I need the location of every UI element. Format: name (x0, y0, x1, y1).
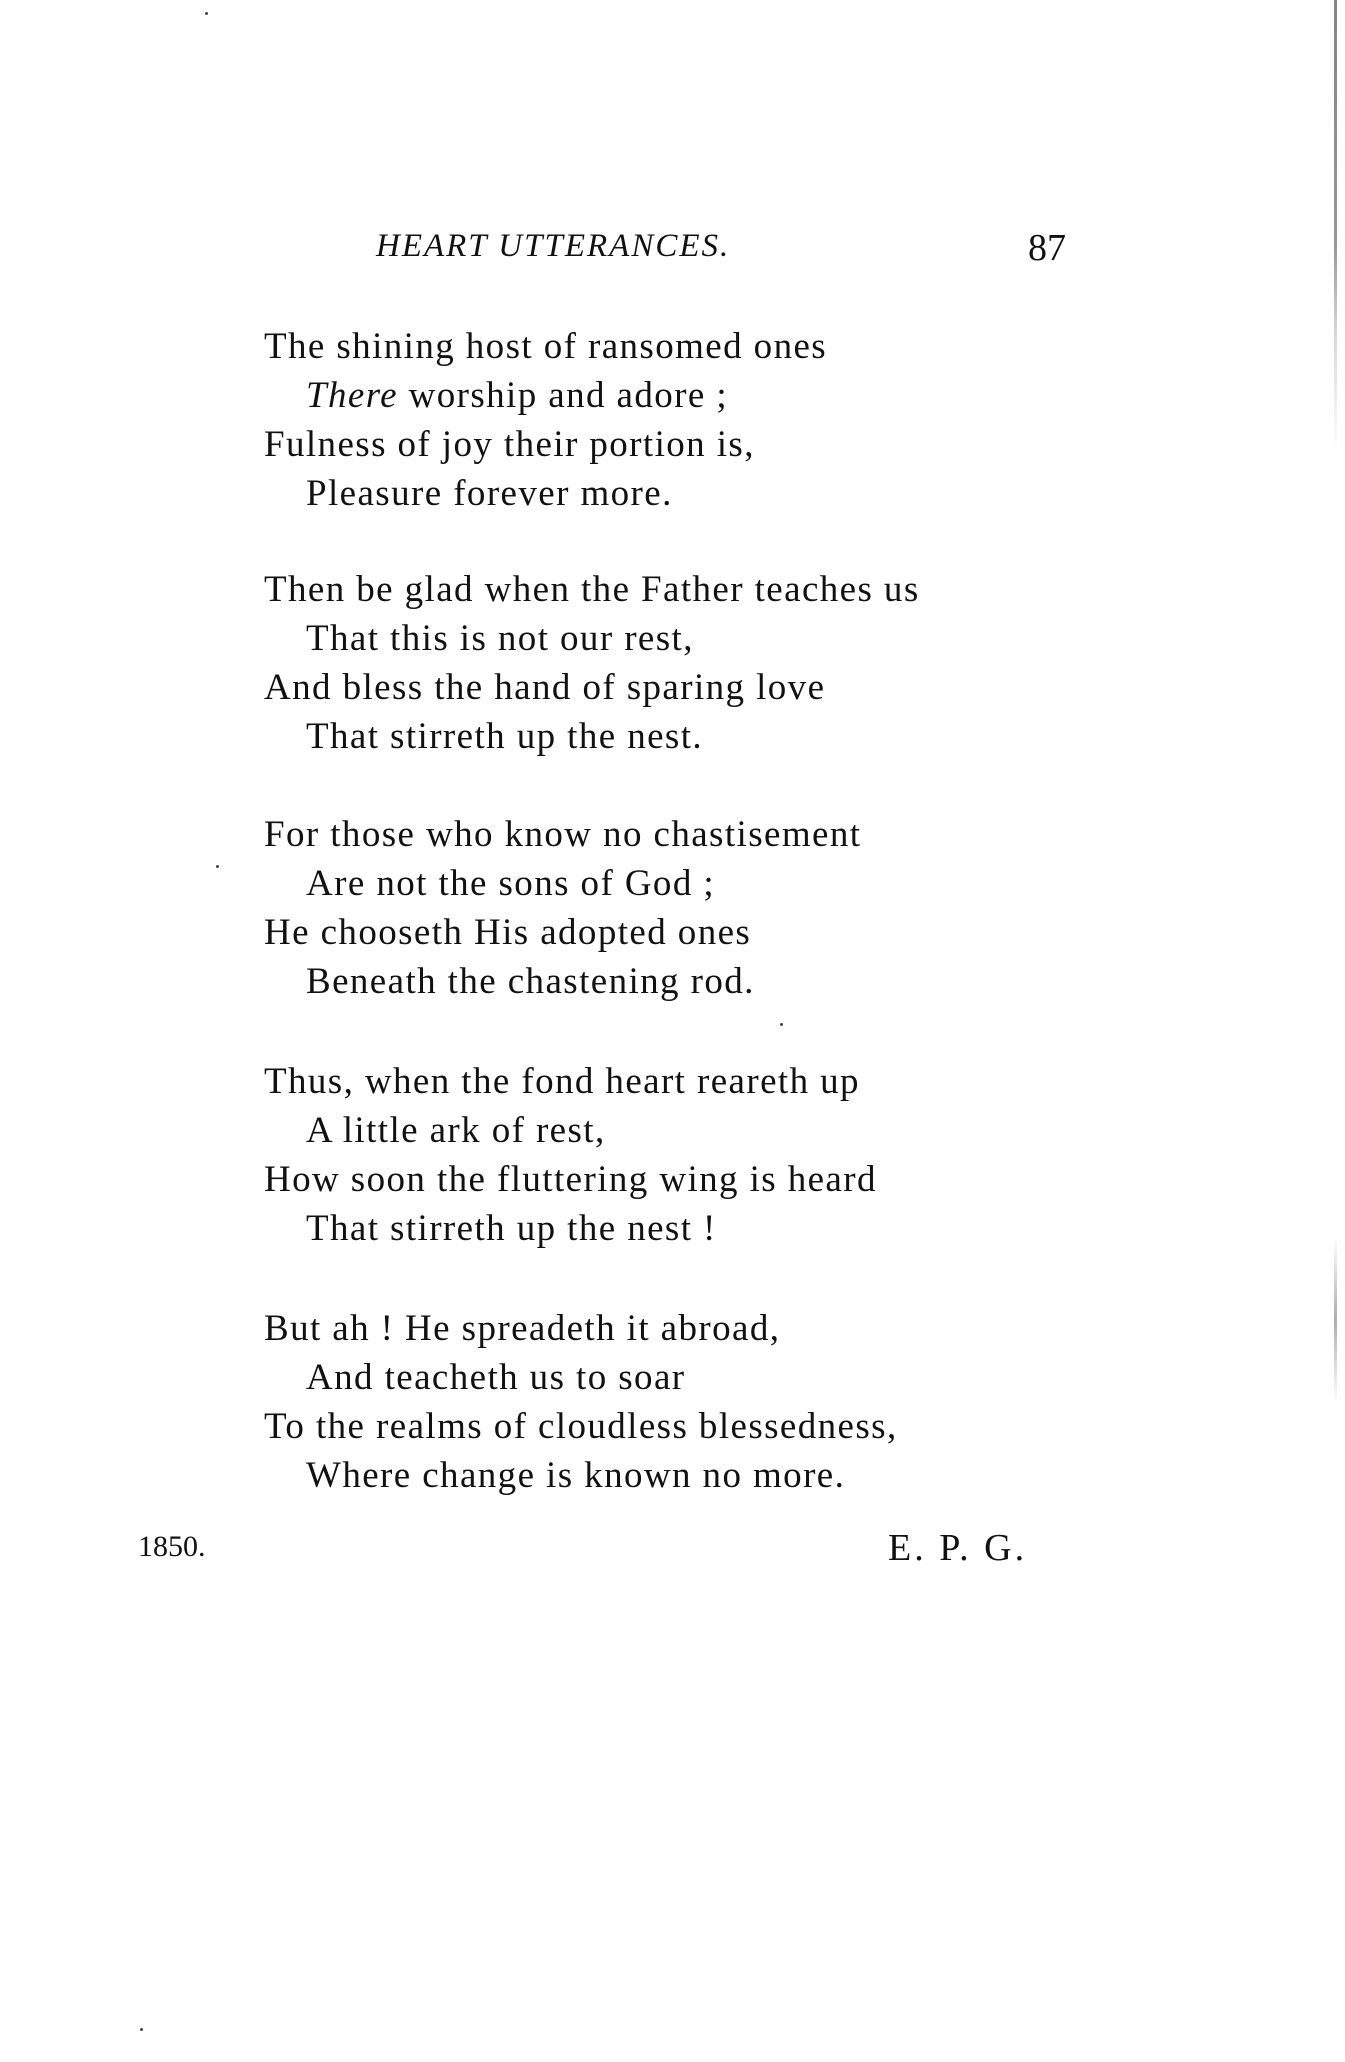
page-number: 87 (1028, 227, 1066, 269)
stanza-5 (264, 1304, 898, 1500)
italic-word: There (306, 375, 398, 416)
poem-line: That stirreth up the nest. (306, 716, 704, 757)
poem-line: Thus, when the fond heart reareth up (264, 1061, 860, 1102)
author-initials: E. P. G. (888, 1527, 1028, 1569)
running-title: HEART UTTERANCES. (376, 228, 731, 264)
poem-line: Where change is known no more. (306, 1455, 846, 1496)
poem-line: And teacheth us to soar (306, 1357, 686, 1398)
poem-line: Then be glad when the Father teaches us (264, 569, 920, 610)
poem-line: But ah ! He spreadeth it abroad, (264, 1308, 781, 1349)
poem-line: And bless the hand of sparing love (264, 667, 826, 708)
stanza-3 (264, 810, 861, 1006)
poem-line: A little ark of rest, (306, 1110, 606, 1151)
scan-speck (780, 1023, 783, 1026)
poem-line: For those who know no chastisement (264, 814, 862, 855)
poem-line: That this is not our rest, (306, 618, 694, 659)
poem-line: The shining host of ransomed ones (264, 326, 828, 367)
poem-line: Fulness of joy their portion is, (264, 424, 755, 465)
poem-line: To the realms of cloudless blessedness, (264, 1406, 898, 1447)
poem-line (264, 371, 827, 420)
date: 1850. (138, 1530, 206, 1563)
poem-line: That stirreth up the nest ! (306, 1208, 717, 1249)
poem-line: Beneath the chastening rod. (306, 961, 755, 1002)
poem-line: How soon the fluttering wing is heard (264, 1159, 877, 1200)
stanza-4 (264, 1057, 877, 1253)
poem-line: Pleasure forever more. (306, 473, 673, 514)
scan-speck (216, 865, 219, 868)
scan-speck (140, 2028, 143, 2031)
page-edge (1334, 0, 1337, 2062)
stanza-1 (264, 322, 827, 518)
scan-speck (205, 12, 208, 15)
poem-line: Are not the sons of God ; (306, 863, 716, 904)
poem-line: He chooseth His adopted ones (264, 912, 752, 953)
stanza-2 (264, 565, 920, 761)
line-text: worship and adore ; (397, 375, 729, 416)
